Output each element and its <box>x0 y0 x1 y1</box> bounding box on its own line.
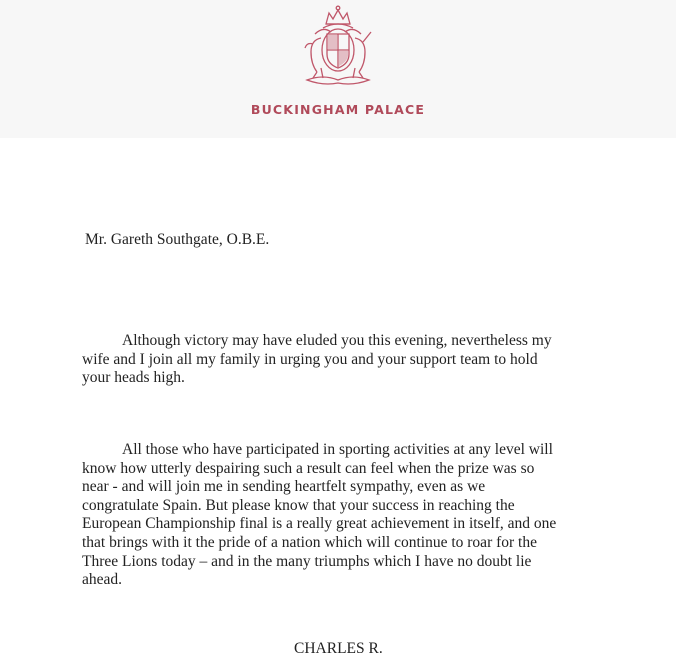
paragraph-2 <box>82 441 642 590</box>
paragraph-line: wife and I join all my family in urging you and your support team to hold <box>82 350 538 368</box>
paragraph-line: All those who have participated in sporting activities at any level will <box>122 441 553 458</box>
paragraph-line: congratulate Spain. But please know that your success in reaching the <box>82 496 515 514</box>
paragraph-line: your heads high. <box>82 369 185 387</box>
paragraph-1 <box>82 332 642 388</box>
signature: CHARLES R. <box>294 640 383 657</box>
paragraph-line: near - and will join me in sending heartfelt sympathy, even as we <box>82 478 486 496</box>
addressee-line: Mr. Gareth Southgate, O.B.E. <box>85 231 270 248</box>
paragraph-line: know how utterly despairing such a result can feel when the prize was so <box>82 459 535 477</box>
paragraph-line: Although victory may have eluded you this evening, nevertheless my <box>122 332 552 349</box>
paragraph-line: European Championship final is a really great achievement in itself, and one <box>82 515 557 533</box>
letterhead-title: BUCKINGHAM PALACE <box>250 102 426 117</box>
paragraph-line: ahead. <box>82 571 123 589</box>
royal-crest-icon <box>293 4 383 88</box>
paragraph-line: Three Lions today – and in the many triumphs which I have no doubt lie <box>82 552 532 570</box>
paragraph-line: that brings with it the pride of a nation which will continue to roar for the <box>82 533 537 551</box>
